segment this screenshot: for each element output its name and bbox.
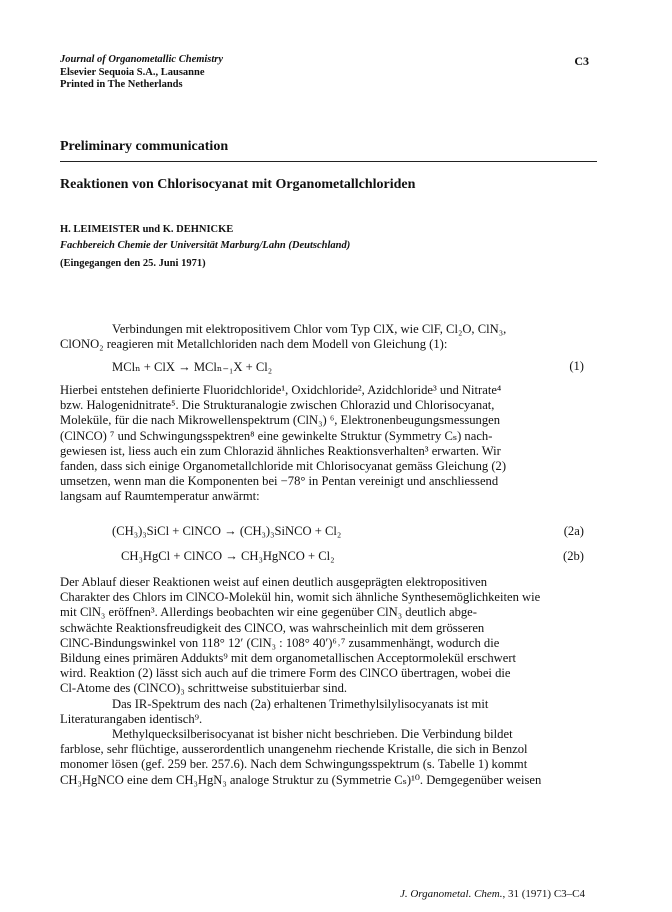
equation-1: MClₙ + ClX → MClₙ₋₁X + Cl₂ [112, 360, 273, 374]
text-line: (ClNCO) ⁷ und Schwingungsspektren⁸ eine gewinkelte Struktur (Symmetry Cₛ) nach- [60, 428, 493, 443]
text-line: monomer lösen (gef. 259 ber. 257.6). Nach dem Schwingungsspektrum (s. Tabelle 1) kommt [60, 757, 528, 772]
text-line: umsetzen, wenn man die Komponenten bei −78° in Pentan vereinigt und anschliessend [60, 474, 499, 489]
equation-2b-number: (2b) [563, 549, 584, 563]
text-line: ClNC-Bindungswinkel von 118° 12′ (ClN₃ : 108° 40′)⁶˒⁷ zusammenhängt, wodurch die [60, 635, 500, 650]
paragraph-3 [60, 575, 598, 788]
journal-header [60, 54, 223, 92]
text-line: farblose, sehr flüchtige, ausserordentlich unangenehm riechende Kristalle, die sich in Benzol [60, 742, 528, 757]
text-line: Moleküle, für die nach Mikrowellenspektrum (ClN₃) ⁶, Elektronenbeugungsmessungen [60, 413, 501, 428]
text-line: Verbindungen mit elektropositivem Chlor vom Typ ClX, wie ClF, Cl₂O, ClN₃, [112, 322, 507, 336]
text-line: Der Ablauf dieser Reaktionen weist auf einen deutlich ausgeprägten elektropositiven [60, 575, 487, 589]
text-line: Methylquecksilberisocyanat ist bisher nicht beschrieben. Die Verbindung bildet [112, 727, 513, 742]
article-title: Reaktionen von Chlorisocyanat mit Organometallchloriden [60, 177, 416, 192]
text-line: schwächte Reaktionsfreudigkeit des ClNCO, was wahrscheinlich mit dem grösseren [60, 620, 485, 635]
text-line: langsam auf Raumtemperatur anwärmt: [60, 489, 260, 504]
section-divider [60, 161, 597, 162]
journal-name: Journal of Organometallic Chemistry [60, 54, 224, 65]
section-label: Preliminary communication [60, 139, 229, 154]
received-date: (Eingegangen den 25. Juni 1971) [60, 258, 206, 269]
equation-2a: (CH₃)₃SiCl + ClNCO → (CH₃)₃SiNCO + Cl₂ [112, 524, 342, 538]
text-line: ClONO₂ reagieren mit Metallchloriden nach dem Modell von Gleichung (1): [60, 337, 448, 352]
text-line: gewiesen ist, liess auch ein zum Chlorazid ähnliches Reaktionsverhalten³ erwarten. Wir [60, 443, 501, 458]
text-line: fanden, dass sich einige Organometallchloride mit Chlorisocyanat gemäss Gleichung (2) [60, 459, 507, 474]
equation-2a-number: (2a) [563, 524, 584, 538]
paragraph-2 [60, 383, 598, 505]
footer-volume-pages: , 31 (1971) C3–C4 [502, 888, 585, 900]
page-number: C3 [574, 54, 589, 68]
printed-line: Printed in The Netherlands [60, 79, 183, 90]
text-line: Hierbei entstehen definierte Fluoridchloride¹, Oxidchloride², Azidchloride³ und Nitrate⁴ [60, 383, 502, 397]
text-line: Cl-Atome des (ClNCO)₃ schrittweise substituierbar sind. [60, 681, 348, 696]
text-line: Das IR-Spektrum des nach (2a) erhaltenen Trimethylsilylisocyanats ist mit [112, 696, 489, 711]
text-line: Bildung eines primären Addukts⁹ mit dem organometallischen Acceptormolekül erschwert [60, 651, 517, 666]
equation-1-number: (1) [569, 359, 584, 373]
intro-paragraph [60, 322, 598, 352]
authors: H. LEIMEISTER und K. DEHNICKE [60, 224, 234, 235]
text-line: Literaturangaben identisch⁹. [60, 711, 203, 726]
text-line: bzw. Halogenidnitrate⁵. Die Strukturanalogie zwischen Chlorazid und Chlorisocyanat, [60, 398, 495, 413]
text-line: Charakter des Chlors im ClNCO-Molekül hin, womit sich ähnliche Synthesemöglichkeiten wie [60, 590, 541, 605]
text-line: CH₃HgNCO eine dem CH₃HgN₃ analoge Struktur zu (Symmetrie Cₛ)¹⁰. Demgegenüber weisen [60, 772, 542, 787]
text-line: mit ClN₃ eröffnen³. Allerdings beobachten wir eine gegenüber ClN₃ deutlich abge- [60, 605, 477, 620]
text-line: wird. Reaktion (2) lässt sich auch auf die trimere Form des ClNCO übertragen, wobei die [60, 666, 511, 681]
publisher-line: Elsevier Sequoia S.A., Lausanne [60, 66, 205, 78]
footer-citation [400, 888, 585, 900]
affiliation: Fachbereich Chemie der Universität Marburg/Lahn (Deutschland) [60, 240, 351, 251]
equation-2b: CH₃HgCl + ClNCO → CH₃HgNCO + Cl₂ [121, 549, 335, 563]
footer-journal-abbrev: J. Organometal. Chem. [399, 888, 503, 900]
